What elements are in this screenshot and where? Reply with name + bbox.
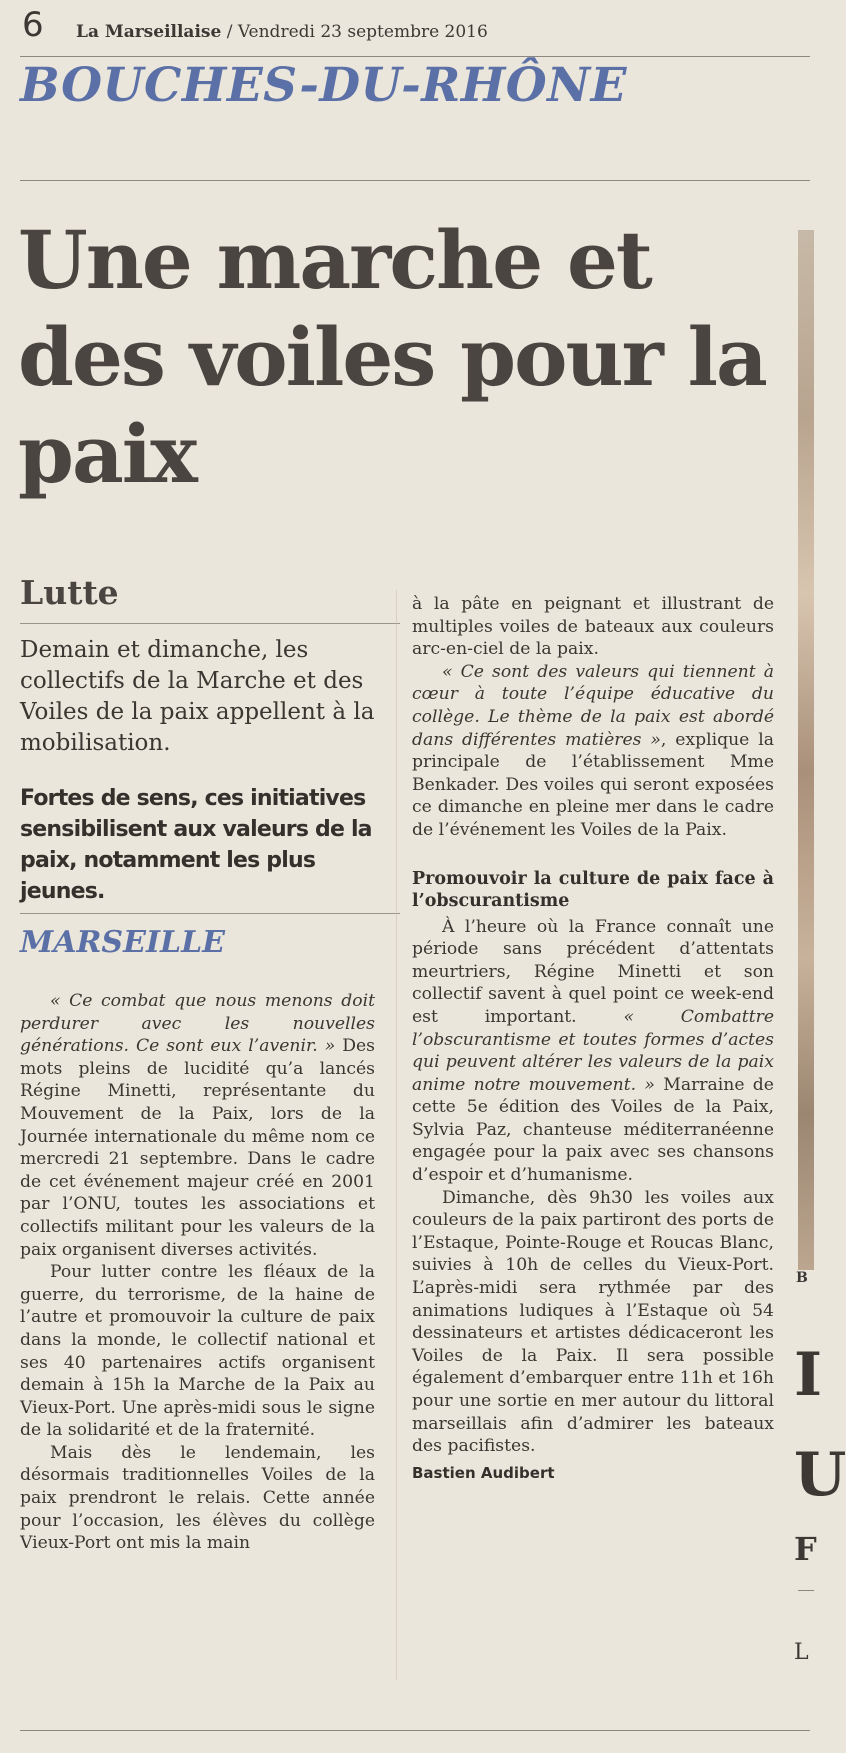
- publication-name: La Marseillaise: [76, 22, 222, 42]
- quote: « Combattre l’obscurantisme et toutes formes d’actes qui peuvent altérer les valeurs de la paix anime notre mouvement. »: [412, 1006, 774, 1095]
- article-column-2: [412, 593, 774, 1484]
- caption-fragment: B: [796, 1270, 808, 1286]
- article-lede: Fortes de sens, ces initiatives sensibilisent aux valeurs de la paix, notamment les plus jeunes.: [20, 786, 372, 904]
- section-rule: [20, 180, 810, 181]
- paragraph: à la pâte en peignant et illustrant de multiples voiles de bateaux aux couleurs arc-en-ciel de la paix.: [412, 594, 774, 660]
- paragraph: Pour lutter contre les fléaux de la guerre, du terrorisme, de la haine de l’autre et promouvoir la culture de paix dans la monde, le collectif national et ses 40 partenaires actifs organisent demain à 15h la Marche de la Paix au Vieux-Port. Une après-midi sous le signe de la solidarité et de la fraternité.: [20, 1262, 375, 1441]
- article-headline: Une marche et des voiles pour la paix: [18, 213, 766, 501]
- headline-fragment: I: [794, 1340, 823, 1410]
- paragraph-text: Des mots pleins de lucidité qu’a lancés Régine Minetti, représentante du Mouvement de la Paix, lors de la Journée internationale du même nom ce mercredi 21 septembre. Dans le cadre de cet événement majeur créé en 2001 par l’ONU, toutes les associations et collectifs militant pour les valeurs de la paix organisent diverses activités.: [20, 1036, 375, 1260]
- divider: [798, 1590, 814, 1591]
- paragraph-text: À l’heure où la France connaît une période sans précédent d’attentats meurtriers, Régine Minetti et son collectif savent à quel point ce week-end est important.: [412, 916, 774, 1027]
- paragraph-text: Marraine de cette 5e édition des Voiles de la Paix, Sylvia Paz, chanteuse méditerranéenne engagée pour la paix avec ses chansons d’espoir et d’humanisme.: [412, 1074, 774, 1186]
- footer-rule: [20, 1730, 810, 1731]
- city-dateline: MARSEILLE: [20, 925, 226, 960]
- article-kicker: Lutte: [20, 573, 119, 612]
- paragraph: Dimanche, dès 9h30 les voiles aux couleurs de la paix partiront des ports de l’Estaque, Pointe-Rouge et Roucas Blanc, suivies à 10h de celles du Vieux-Port. L’après-midi sera rythmée par des animations ludiques à l’Estaque où 54 dessinateurs et artistes dédicaceront les Voiles de la Paix. Il sera possible également d’embarquer entre 11h et 16h pour une sortie en mer autour du littoral marseillais afin d’admirer les bateaux des pacifistes.: [412, 1187, 774, 1457]
- article-subheading: Promouvoir la culture de paix face à l’obscurantisme: [412, 868, 774, 911]
- adjacent-article-fragment: [794, 230, 846, 1753]
- section-title: BOUCHES-DU-RHÔNE: [20, 58, 627, 113]
- paragraph: [412, 916, 774, 1187]
- byline: Bastien Audibert: [412, 1463, 555, 1482]
- adjacent-photo: [798, 230, 814, 1270]
- publication-date: / Vendredi 23 septembre 2016: [221, 22, 488, 42]
- paragraph: Mais dès le lendemain, les désormais traditionnelles Voiles de la paix prendront le relais. Cette année pour l’occasion, les élèves du collège Vieux-Port ont mis la main: [20, 1442, 375, 1554]
- article-chapeau: Demain et dimanche, les collectifs de la Marche et des Voiles de la paix appellent à la mobilisation.: [20, 637, 375, 756]
- quote: « Ce combat que nous menons doit perdurer avec les nouvelles générations. Ce sont eux l’avenir. »: [20, 991, 375, 1057]
- header-rule: [20, 56, 810, 57]
- paragraph-text: , explique la principale de l’établissement Mme Benkader. Des voiles qui seront exposées ce dimanche en pleine mer dans le cadre de l’événement les Voiles de la Paix.: [412, 729, 774, 840]
- running-header: [76, 22, 488, 42]
- text-fragment: L: [794, 1640, 809, 1665]
- page-number: 6: [22, 5, 44, 45]
- kicker-fragment: F: [794, 1530, 817, 1568]
- quote: « Ce sont des valeurs qui tiennent à cœur à toute l’équipe éducative du collège. Le thème de la paix est abordé dans différentes matières »: [412, 661, 774, 750]
- column-separator: [396, 590, 397, 1680]
- article-column-1: [20, 990, 375, 1555]
- kicker-rule: [20, 623, 400, 624]
- lede-rule: [20, 913, 400, 914]
- paragraph: [20, 990, 375, 1261]
- paragraph: [412, 661, 774, 842]
- headline-fragment: U: [794, 1440, 846, 1510]
